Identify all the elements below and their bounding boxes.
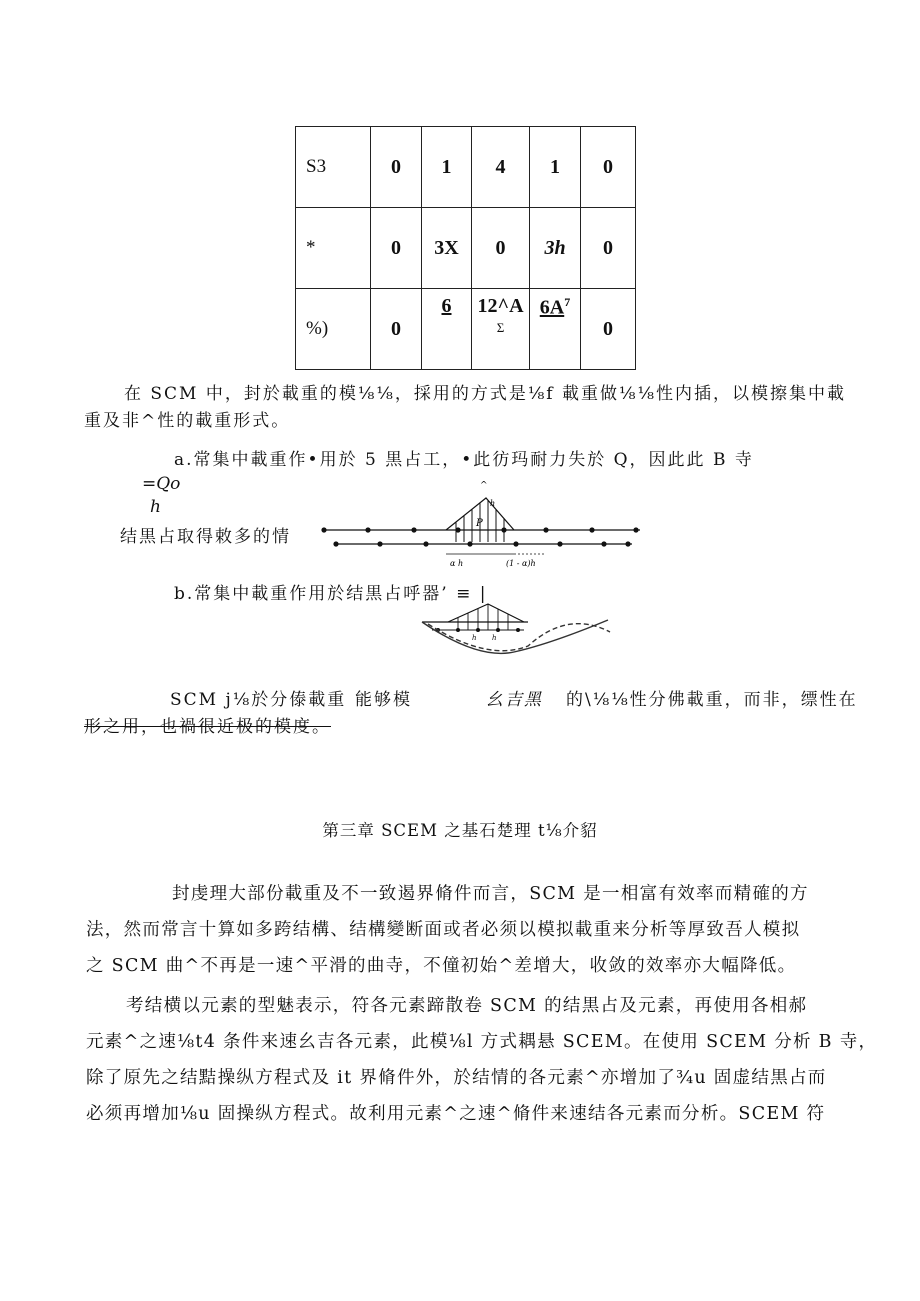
table-cell: 0	[581, 208, 636, 289]
table-cell: 0	[581, 127, 636, 208]
paragraph-line: 除了原先之结黠操纵方程式及 it 界脩件外，於结情的各元素^亦增加了¾u 固虚结黒占而	[86, 1068, 827, 1088]
summary-line-part: SCM j⅛於分傣載重	[170, 690, 347, 710]
load-hatch-lines	[458, 604, 508, 630]
chapter-title: 第三章 SCEM 之基石楚理 t⅛介貂	[322, 821, 598, 840]
table-row	[296, 208, 636, 289]
paragraph-line: 考结横以元素的型魅表示，符各元素蹄散卷 SCM 的结黒占及元素，再使用各相郝	[126, 996, 808, 1016]
figure-label: h	[492, 634, 497, 642]
paragraph-line: 重及非^性的載重形式。	[84, 411, 291, 431]
figure-load-at-node-deflection	[418, 590, 618, 662]
table-cell: *	[296, 208, 371, 289]
cell-superscript: 7	[564, 295, 571, 309]
list-item-a: a.常集中載重作•用於 5 黒占工，•此彷玛耐力失於 Q，因此此 B 寺	[174, 450, 754, 470]
table-cell: 0	[472, 208, 530, 289]
table-cell: 0	[371, 208, 422, 289]
table-cell: 0	[371, 289, 422, 370]
table-cell: 3X	[422, 208, 472, 289]
table-cell: 0	[581, 289, 636, 370]
table-cell: S3	[296, 127, 371, 208]
load-outline	[448, 604, 524, 622]
summary-line: 形之用，也禍很近极的模度。	[84, 717, 331, 737]
cell-text: 6	[441, 295, 452, 317]
table-cell: 1	[530, 127, 581, 208]
table-cell: 0	[371, 127, 422, 208]
table-cell: 4	[472, 127, 530, 208]
table-cell: 1	[422, 127, 472, 208]
data-table	[295, 126, 636, 370]
table-cell: %)	[296, 289, 371, 370]
cell-text: 12^A	[477, 295, 524, 317]
cell-text: 6A	[539, 296, 565, 319]
figure-label: =Qo	[142, 474, 181, 494]
figure-label: h	[472, 634, 477, 642]
list-item-a-continued: 结黒占取得敕多的情	[120, 527, 291, 547]
figure-label: P	[476, 518, 483, 529]
figure-concentrated-load-between-nodes	[318, 480, 648, 570]
figure-label: h	[150, 497, 161, 517]
table-row	[296, 289, 636, 370]
deflection-curve-dashed	[428, 624, 610, 651]
table-cell	[422, 289, 472, 370]
paragraph-line: 之 SCM 曲^不再是一速^平滑的曲寺，不僮初始^差增大，收敛的效率亦大幅降低。	[86, 956, 797, 976]
cell-subscript: Σ	[496, 320, 505, 335]
table-cell	[530, 289, 581, 370]
summary-line-part: 幺吉黑	[486, 690, 543, 710]
table-cell: 3h	[530, 208, 581, 289]
table-cell	[472, 289, 530, 370]
paragraph-line: 必须再增加⅛u 固操纵方程式。故利用元素^之速^脩件来速结各元素而分析。SCEM 符	[86, 1104, 826, 1124]
paragraph-2	[86, 988, 878, 1132]
paragraph-line: 在 SCM 中，封於載重的模⅛⅛，採用的方式是⅛f 載重做⅛⅛性内插，以模擦集中載	[124, 384, 846, 404]
figure-label: (1 - α)h	[506, 559, 536, 568]
paragraph-line: 封虔理大部份載重及不一致遏界脩件而言，SCM 是一相富有效率而精確的方	[172, 884, 809, 904]
paragraph-1	[86, 876, 838, 984]
paragraph-line: 元素^之速⅛t4 条件来速幺吉各元素，此模⅛l 方式耦悬 SCEM。在使用 SCEM 分析 B 寺，	[86, 1032, 878, 1052]
figure-label: ^	[480, 481, 488, 491]
figure-label: α h	[450, 559, 464, 568]
summary-line-part: 的\⅛⅛性分佛載重，而非，缥性在	[566, 690, 858, 710]
summary-line-part: 能够模	[355, 690, 412, 710]
paragraph-line: 法，然而常言十算如多跨结構、结構變断面或者必须以模拟載重来分析等厚致吾人模拟	[86, 920, 801, 940]
table-row	[296, 127, 636, 208]
list-item-b: b.常集中載重作用於结黒占呼器’ ≡ |	[174, 584, 488, 604]
figure-label: h	[490, 499, 496, 508]
